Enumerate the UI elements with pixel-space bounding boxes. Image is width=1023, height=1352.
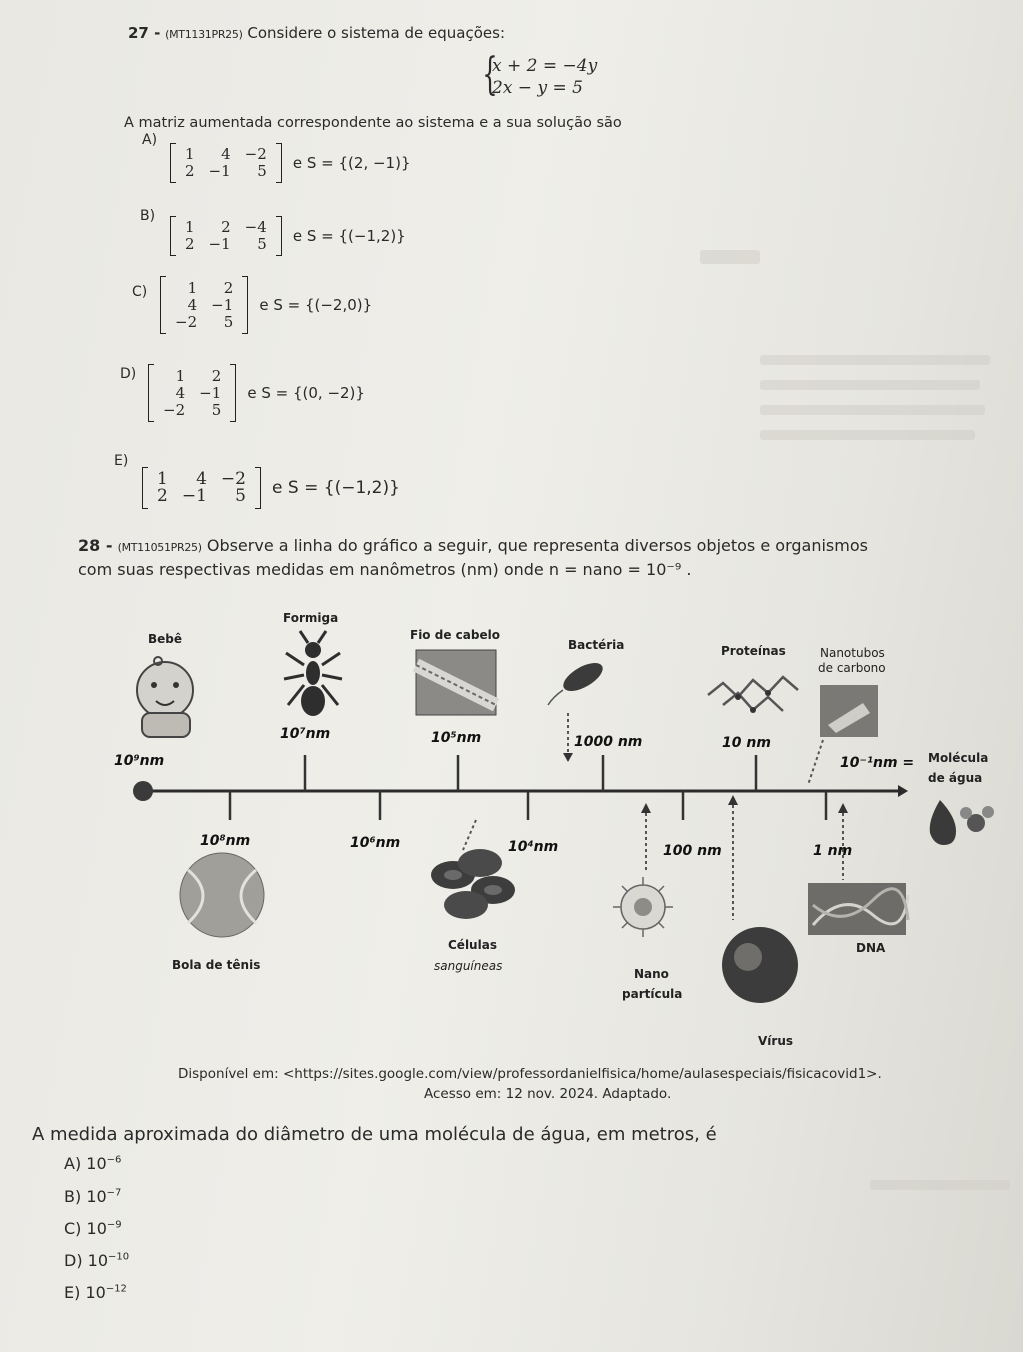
- solution-c: e S = {(−2,0)}: [259, 296, 373, 314]
- q27-option-c-letter[interactable]: C): [132, 284, 148, 300]
- q27-option-c[interactable]: [160, 276, 372, 334]
- measure-10: 10 nm: [722, 735, 771, 751]
- label-nanotubos: Nanotubos: [820, 646, 885, 660]
- hair-image: [416, 650, 496, 715]
- q28-line-2: com suas respectivas medidas em nanômetros (nm) onde n = nano = 10⁻⁹ .: [78, 560, 692, 579]
- bacteria-icon: [548, 657, 607, 705]
- cells-pointer: [463, 820, 476, 850]
- measure-1e4: 10⁴nm: [508, 839, 559, 855]
- q27-option-a[interactable]: [170, 143, 411, 183]
- protein-icon: [708, 677, 798, 713]
- source-citation: Disponível em: <https://sites.google.com/view/professordanielfisica/home/aulasespeciais/fisicacovid1>.: [178, 1066, 882, 1082]
- brace: {: [482, 49, 498, 100]
- q27-code: (MT1131PR25): [165, 28, 243, 41]
- label-fio-cabelo: Fio de cabelo: [410, 628, 500, 642]
- q27-option-d[interactable]: [148, 364, 365, 422]
- solution-d: e S = {(0, −2)}: [247, 384, 365, 402]
- bracket-left: [142, 467, 148, 509]
- label-proteinas: Proteínas: [721, 644, 786, 658]
- matrix-d: 1 2 4 −1 −2 5: [148, 364, 236, 422]
- bracket-left: [170, 143, 176, 183]
- measure-100: 100 nm: [663, 843, 722, 859]
- bracket-left: [160, 276, 166, 334]
- q28-line-1: Observe a linha do gráfico a seguir, que representa diversos objetos e organismos: [206, 536, 868, 555]
- q27-option-a-letter[interactable]: A): [142, 132, 158, 148]
- q28-header: [78, 535, 868, 581]
- bracket-right: [230, 364, 236, 422]
- nanoparticle-icon: [613, 877, 673, 937]
- axis-arrow: [898, 785, 908, 797]
- matrix-b: 1 2 −4 2 −1 5: [170, 216, 282, 256]
- bracket-right: [276, 216, 282, 256]
- measure-1e9: 10⁹nm: [114, 753, 165, 769]
- baby-icon: [137, 657, 193, 737]
- label-bebe: Bebê: [148, 632, 183, 646]
- bleed-through: [760, 430, 975, 440]
- ant-icon: [284, 631, 342, 716]
- bracket-left: [148, 364, 154, 422]
- bleed-through: [760, 355, 990, 365]
- q27-stem: A matriz aumentada correspondente ao sistema e a sua solução são: [124, 115, 622, 131]
- bacteria-pointer-arrow: [563, 753, 573, 762]
- label-nano: Nano: [634, 967, 669, 981]
- measure-1: 1 nm: [813, 843, 853, 859]
- label-sanguineas: sanguíneas: [434, 959, 503, 973]
- q27-number: 27 -: [128, 24, 161, 42]
- label-nanotubos-2: de carbono: [818, 661, 886, 675]
- scale-diagram: [108, 605, 1008, 1055]
- measure-1e7: 10⁷nm: [280, 726, 331, 742]
- bleed-through: [870, 1180, 1010, 1190]
- bleed-through: [700, 250, 760, 264]
- water-molecule-icon: [930, 800, 994, 845]
- label-virus: Vírus: [758, 1034, 794, 1048]
- q27-text: Considere o sistema de equações:: [247, 24, 505, 42]
- dna-arrow: [838, 803, 848, 813]
- bleed-through: [760, 380, 980, 390]
- matrix-a: 1 4 −2 2 −1 5: [170, 143, 282, 183]
- dna-image: [808, 883, 908, 935]
- tennis-ball-icon: [180, 853, 264, 937]
- label-particula: partícula: [622, 987, 683, 1001]
- q27-option-e-letter[interactable]: E): [114, 453, 129, 469]
- matrix-c: 1 2 4 −1 −2 5: [160, 276, 248, 334]
- label-bacteria: Bactéria: [568, 638, 625, 652]
- q28-answer-b[interactable]: B) $10^{-7}$: [64, 1187, 122, 1206]
- label-molecula: Molécula: [928, 751, 989, 765]
- solution-b: e S = {(−1,2)}: [292, 227, 406, 245]
- measure-1e-1: 10⁻¹nm =: [840, 755, 915, 771]
- virus-arrow: [728, 795, 738, 805]
- measure-1000: 1000 nm: [574, 734, 643, 750]
- q27-option-b-letter[interactable]: B): [140, 208, 156, 224]
- axis-start-dot: [133, 781, 153, 801]
- bracket-right: [255, 467, 261, 509]
- matrix-e: 1 4 −2 2 −1 5: [142, 467, 261, 509]
- label-celulas: Células: [448, 938, 497, 952]
- measure-1e8: 10⁸nm: [200, 833, 251, 849]
- measure-1e5: 10⁵nm: [431, 730, 482, 746]
- q27-header: [128, 24, 505, 42]
- nano-arrow: [641, 803, 651, 813]
- label-formiga: Formiga: [283, 611, 339, 625]
- q28-answer-d[interactable]: D) $10^{-10}$: [64, 1251, 130, 1270]
- solution-e: e S = {(−1,2)}: [272, 478, 400, 498]
- bleed-through: [760, 405, 985, 415]
- measure-1e6: 10⁶nm: [350, 835, 401, 851]
- bracket-left: [170, 216, 176, 256]
- nanotube-image: [820, 685, 878, 737]
- q28-answer-a[interactable]: A) $10^{-6}$: [64, 1154, 122, 1173]
- access-date: Acesso em: 12 nov. 2024. Adaptado.: [424, 1086, 672, 1102]
- q27-option-e[interactable]: [142, 467, 400, 509]
- blood-cells-icon: [431, 849, 515, 919]
- q28-answer-c[interactable]: C) $10^{-9}$: [64, 1219, 122, 1238]
- bracket-right: [276, 143, 282, 183]
- nanotube-pointer: [808, 740, 823, 785]
- q28-stem: A medida aproximada do diâmetro de uma molécula de água, em metros, é: [32, 1124, 717, 1145]
- equation-2: 2x − y = 5: [492, 78, 583, 98]
- label-de-agua: de água: [928, 771, 983, 785]
- q27-option-b[interactable]: [170, 216, 406, 256]
- label-bola-tenis: Bola de tênis: [172, 958, 261, 972]
- q28-code: (MT11051PR25): [117, 541, 202, 554]
- bracket-right: [242, 276, 248, 334]
- q28-answer-e[interactable]: E) $10^{-12}$: [64, 1283, 127, 1302]
- equation-system: [480, 49, 598, 100]
- equation-1: x + 2 = −4y: [492, 56, 598, 76]
- q28-number: 28 -: [78, 536, 113, 555]
- label-dna: DNA: [856, 941, 886, 955]
- solution-a: e S = {(2, −1)}: [292, 154, 411, 172]
- q27-option-d-letter[interactable]: D): [120, 366, 137, 382]
- virus-icon: [722, 927, 798, 1003]
